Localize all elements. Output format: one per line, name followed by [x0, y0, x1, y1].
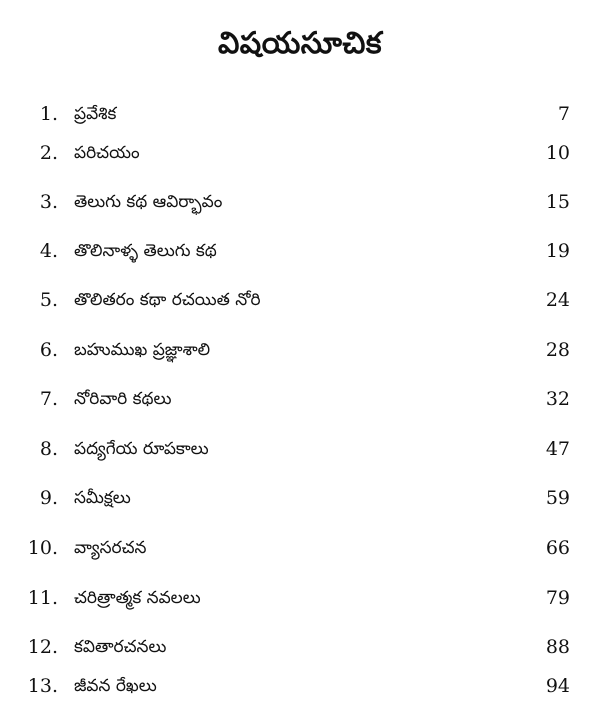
entry-number: 9.	[39, 487, 58, 509]
entry-title: ప్రవేశిక	[74, 104, 117, 124]
toc-entry	[0, 235, 600, 267]
entry-number: 3.	[39, 191, 58, 213]
entry-page-number: 19	[545, 240, 570, 262]
entry-page-number: 66	[545, 537, 570, 559]
entry-page-number: 15	[545, 191, 570, 213]
entry-title: జీవన రేఖలు	[74, 676, 157, 696]
entry-number: 4.	[39, 240, 58, 262]
entry-page-number: 7	[557, 103, 570, 125]
toc-entry	[0, 334, 600, 366]
entry-page-number: 24	[545, 289, 570, 311]
page-title: విషయసూచిక	[217, 26, 383, 61]
toc-entry	[0, 670, 600, 702]
toc-entry	[0, 631, 600, 663]
toc-entry	[0, 482, 600, 514]
entry-number: 12.	[27, 636, 58, 658]
entry-number: 2.	[39, 142, 58, 164]
entry-title: తెలుగు కథ ఆవిర్భావం	[74, 192, 223, 212]
toc-entry	[0, 433, 600, 465]
entry-page-number: 10	[545, 142, 570, 164]
entry-number: 5.	[39, 289, 58, 311]
entry-page-number: 88	[545, 636, 570, 658]
entry-title: పరిచయం	[74, 143, 140, 163]
entry-number: 10.	[27, 537, 58, 559]
entry-page-number: 32	[545, 388, 570, 410]
entry-title: నోరివారి కథలు	[74, 389, 172, 409]
entry-page-number: 94	[545, 675, 570, 697]
entry-title: తొలితరం కథా రచయిత నోరి	[74, 290, 261, 310]
entry-number: 8.	[39, 438, 58, 460]
entry-number: 7.	[39, 388, 58, 410]
entry-page-number: 79	[545, 587, 570, 609]
toc-entry	[0, 137, 600, 169]
toc-entry	[0, 383, 600, 415]
toc-entry	[0, 186, 600, 218]
entry-title: వ్యాసరచన	[74, 538, 147, 558]
entry-page-number: 47	[545, 438, 570, 460]
toc-entry	[0, 532, 600, 564]
entry-number: 13.	[27, 675, 58, 697]
entry-title: తొలినాళ్ళ తెలుగు కథ	[74, 241, 217, 261]
entry-page-number: 28	[545, 339, 570, 361]
toc-entry	[0, 284, 600, 316]
toc-entry	[0, 582, 600, 614]
entry-number: 6.	[39, 339, 58, 361]
entry-number: 11.	[27, 587, 58, 609]
entry-title: చరిత్రాత్మక నవలలు	[74, 588, 201, 608]
entry-title: పద్యగేయ రూపకాలు	[74, 439, 209, 459]
entry-number: 1.	[39, 103, 58, 125]
entry-title: సమీక్షలు	[74, 488, 131, 508]
toc-entry	[0, 98, 600, 130]
entry-title: కవితారచనలు	[74, 637, 167, 657]
entry-page-number: 59	[545, 487, 570, 509]
entry-title: బహుముఖ ప్రజ్ఞాశాలి	[74, 340, 211, 360]
